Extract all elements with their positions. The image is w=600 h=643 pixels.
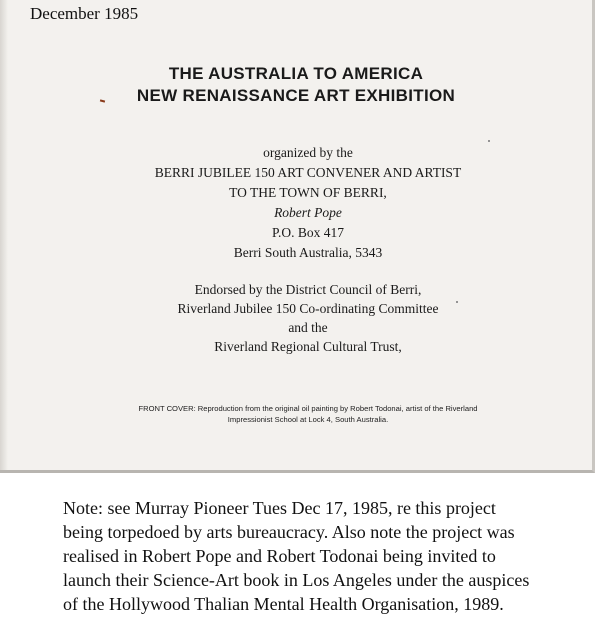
exhibition-title-line-2: NEW RENAISSANCE ART EXHIBITION bbox=[136, 86, 456, 105]
note-line: realised in Robert Pope and Robert Todonai being invited to bbox=[63, 546, 496, 566]
date-label: December 1985 bbox=[30, 4, 139, 23]
organized-by-text: organized by the bbox=[263, 145, 353, 160]
note-line: launch their Science-Art book in Los Angeles under the auspices bbox=[63, 570, 530, 590]
town-text: TO THE TOWN OF BERRI, bbox=[229, 185, 387, 200]
note-paragraph bbox=[63, 496, 600, 616]
note-line: Note: see Murray Pioneer Tues Dec 17, 1985, re this project bbox=[63, 498, 496, 518]
endorsement-line: Endorsed by the District Council of Berri, bbox=[194, 282, 422, 297]
endorsement-line: Riverland Regional Cultural Trust, bbox=[214, 339, 402, 354]
exhibition-title-line-1: THE AUSTRALIA TO AMERICA bbox=[168, 64, 424, 83]
front-cover-caption-line-1: FRONT COVER: Reproduction from the original oil painting by Robert Todonai, artist of the Riverland bbox=[138, 404, 478, 413]
endorsement-line: Riverland Jubilee 150 Co-ordinating Committee bbox=[177, 301, 439, 316]
note-line: of the Hollywood Thalian Mental Health Organisation, 1989. bbox=[63, 594, 504, 614]
organizer-name: Robert Pope bbox=[274, 205, 342, 220]
endorsement-line: and the bbox=[288, 320, 328, 335]
dust-speck bbox=[488, 140, 490, 142]
front-cover-caption-line-2: Impressionist School at Lock 4, South Australia. bbox=[227, 415, 389, 424]
po-box-text: P.O. Box 417 bbox=[271, 225, 344, 240]
address-text: Berri South Australia, 5343 bbox=[233, 245, 383, 260]
note-line: being torpedoed by arts bureaucracy. Also note the project was bbox=[63, 522, 515, 542]
convener-text: BERRI JUBILEE 150 ART CONVENER AND ARTIST bbox=[154, 165, 462, 180]
